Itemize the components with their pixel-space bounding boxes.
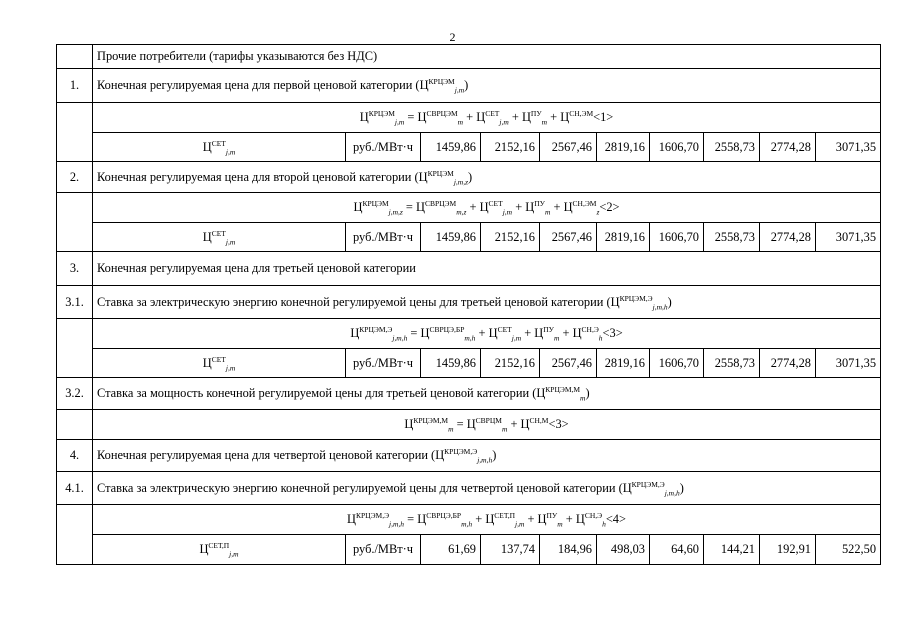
unit-cell: руб./МВт·ч [346, 223, 421, 252]
value-cell: 1459,86 [421, 133, 481, 162]
value-cell: 2774,28 [760, 223, 816, 252]
value-cell: 3071,35 [816, 133, 881, 162]
row-number [57, 45, 93, 69]
unit-cell: руб./МВт·ч [346, 535, 421, 565]
value-cell: 2774,28 [760, 133, 816, 162]
table-row [57, 223, 881, 252]
formula: $Ц^{КРЦЭМ}_{j,m} = Ц^{СВРЦЭМ}_m + Ц^{СЕТ}_{j,m} + Ц^{ПУ}_m + Ц^{СН,ЭМ}<1>$ [93, 103, 881, 133]
value-cell: 2819,16 [597, 223, 650, 252]
row-title: Ставка за электрическую энергию конечной регулируемой цены для третьей ценовой категории $(Ц^{КРЦЭМ,Э}_{j,m,h})$ [93, 286, 881, 319]
value-cell: 2152,16 [481, 223, 540, 252]
value-cell: 2152,16 [481, 133, 540, 162]
formula: $Ц^{КРЦЭМ,Э}_{j,m,h} = Ц^{СВРЦЭ,БР}_{m,h} + Ц^{СЕТ}_{j,m} + Ц^{ПУ}_m + Ц^{СН,Э}_h<3>$ [93, 319, 881, 349]
row-title: Прочие потребители (тарифы указываются без НДС) [93, 45, 881, 69]
row-title: Ставка за электрическую энергию конечной регулируемой цены для четвертой ценовой категории $(Ц^{КРЦЭМ,Э}_{j,m,h})$ [93, 472, 881, 505]
tariff-table [56, 44, 881, 565]
unit-cell: руб./МВт·ч [346, 349, 421, 378]
table-row [57, 69, 881, 103]
symbol-cell: $Ц^{СЕТ,П}_{j,m}$ [93, 535, 346, 565]
value-cell: 2567,46 [540, 349, 597, 378]
value-cell: 2558,73 [704, 223, 760, 252]
unit-cell: руб./МВт·ч [346, 133, 421, 162]
value-cell: 144,21 [704, 535, 760, 565]
table-row [57, 45, 881, 69]
table-row [57, 133, 881, 162]
row-title: Конечная регулируемая цена для второй ценовой категории $(Ц^{КРЦЭМ}_{j,m,z})$ [93, 162, 881, 193]
row-number [57, 505, 93, 565]
value-cell: 2558,73 [704, 349, 760, 378]
table-row [57, 286, 881, 319]
value-cell: 192,91 [760, 535, 816, 565]
value-cell: 2819,16 [597, 349, 650, 378]
row-number [57, 103, 93, 162]
table-row [57, 472, 881, 505]
value-cell: 1606,70 [650, 223, 704, 252]
value-cell: 64,60 [650, 535, 704, 565]
formula: $Ц^{КРЦЭМ,М}_m = Ц^{СВРЦМ}_m + Ц^{СН,М}<3>$ [93, 410, 881, 440]
table-row [57, 162, 881, 193]
value-cell: 1606,70 [650, 349, 704, 378]
value-cell: 1459,86 [421, 223, 481, 252]
table-row [57, 505, 881, 535]
value-cell: 3071,35 [816, 223, 881, 252]
formula: $Ц^{КРЦЭМ}_{j,m,z} = Ц^{СВРЦЭМ}_{m,z} + Ц^{СЕТ}_{j,m} + Ц^{ПУ}_m + Ц^{СН,ЭМ}_z<2>$ [93, 193, 881, 223]
row-number: 3. [57, 252, 93, 286]
table-row [57, 319, 881, 349]
row-number: 1. [57, 69, 93, 103]
table-row [57, 193, 881, 223]
row-number [57, 410, 93, 440]
table-row [57, 252, 881, 286]
value-cell: 3071,35 [816, 349, 881, 378]
table-row [57, 440, 881, 472]
row-number: 3.2. [57, 378, 93, 410]
value-cell: 1459,86 [421, 349, 481, 378]
table-row [57, 103, 881, 133]
value-cell: 2558,73 [704, 133, 760, 162]
row-number: 2. [57, 162, 93, 193]
value-cell: 2774,28 [760, 349, 816, 378]
symbol-cell: $Ц^{СЕТ}_{j,m}$ [93, 349, 346, 378]
table-row [57, 378, 881, 410]
row-title: Конечная регулируемая цена для третьей ценовой категории [93, 252, 881, 286]
value-cell: 137,74 [481, 535, 540, 565]
row-number [57, 319, 93, 378]
value-cell: 2567,46 [540, 133, 597, 162]
symbol-cell: $Ц^{СЕТ}_{j,m}$ [93, 223, 346, 252]
table-row [57, 535, 881, 565]
symbol-cell: $Ц^{СЕТ}_{j,m}$ [93, 133, 346, 162]
value-cell: 498,03 [597, 535, 650, 565]
value-cell: 1606,70 [650, 133, 704, 162]
formula: $Ц^{КРЦЭМ,Э}_{j,m,h} = Ц^{СВРЦЭ,БР}_{m,h} + Ц^{СЕТ,П}_{j,m} + Ц^{ПУ}_m + Ц^{СН,Э}_h<4>$ [93, 505, 881, 535]
value-cell: 61,69 [421, 535, 481, 565]
row-title: Конечная регулируемая цена для первой ценовой категории $(Ц^{КРЦЭМ}_{j,m})$ [93, 69, 881, 103]
row-number: 3.1. [57, 286, 93, 319]
row-title: Ставка за мощность конечной регулируемой цены для третьей ценовой категории $(Ц^{КРЦЭМ,М}_m)$ [93, 378, 881, 410]
row-number: 4.1. [57, 472, 93, 505]
value-cell: 2152,16 [481, 349, 540, 378]
table-row [57, 349, 881, 378]
value-cell: 2567,46 [540, 223, 597, 252]
value-cell: 184,96 [540, 535, 597, 565]
row-number: 4. [57, 440, 93, 472]
page-number: 2 [449, 30, 456, 44]
value-cell: 522,50 [816, 535, 881, 565]
row-number [57, 193, 93, 252]
table-row [57, 410, 881, 440]
value-cell: 2819,16 [597, 133, 650, 162]
row-title: Конечная регулируемая цена для четвертой ценовой категории $(Ц^{КРЦЭМ,Э}_{j,m,h})$ [93, 440, 881, 472]
